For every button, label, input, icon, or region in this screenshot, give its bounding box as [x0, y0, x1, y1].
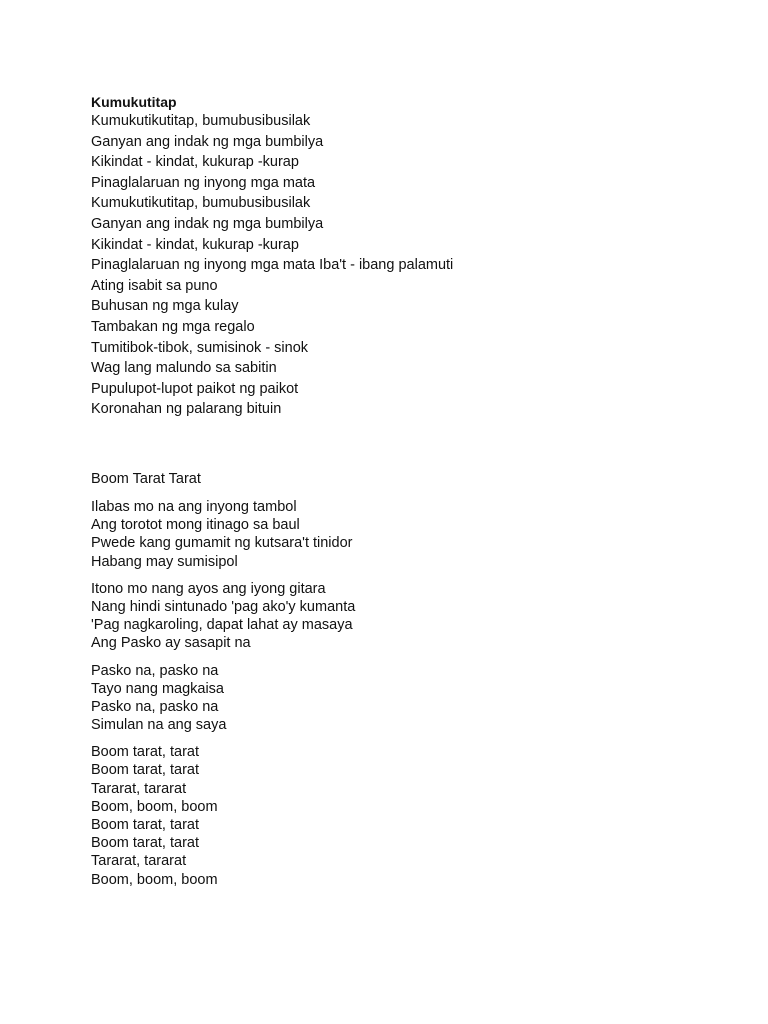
lyric-line: Ilabas mo na ang inyong tambol: [91, 499, 297, 515]
lyric-line: Pupulupot-lupot paikot ng paikot: [91, 380, 299, 397]
lyric-line: Kikindat - kindat, kukurap -kurap: [91, 236, 299, 253]
song-boom-tarat-tarat: [91, 470, 355, 889]
lyric-line: Tambakan ng mga regalo: [91, 318, 255, 335]
lyric-line: Itono mo nang ayos ang iyong gitara: [91, 580, 326, 597]
lyric-line: Kumukutikutitap, bumubusibusilak: [91, 113, 311, 129]
lyric-line: Boom, boom, boom: [91, 871, 218, 888]
lyric-line: Boom tarat, tarat: [91, 817, 199, 833]
stanza: [91, 580, 355, 653]
song-title: Kumukutitap: [91, 94, 177, 110]
lyric-line: Wag lang malundo sa sabitin: [91, 360, 277, 377]
lyric-line: Pinaglalaruan ng inyong mga mata Iba't - ibang palamuti: [91, 257, 454, 274]
lyric-line: Tumitibok-tibok, sumisinok - sinok: [91, 339, 309, 356]
lyric-line: Tayo nang magkaisa: [91, 680, 224, 697]
lyric-line: Ganyan ang indak ng mga bumbilya: [91, 133, 324, 150]
song-title: Boom Tarat Tarat: [91, 471, 201, 487]
lyric-line: Nang hindi sintunado 'pag ako'y kumanta: [91, 598, 356, 615]
lyric-line: Boom tarat, tarat: [91, 835, 199, 852]
lyric-line: Buhusan ng mga kulay: [91, 298, 239, 315]
lyric-line: Pasko na, pasko na: [91, 698, 219, 715]
lyric-line: Kumukutikutitap, bumubusibusilak: [91, 195, 311, 212]
lyric-line: Habang may sumisipol: [91, 553, 238, 570]
lyric-line: Tararat, tararat: [91, 780, 187, 797]
lyric-line: Pinaglalaruan ng inyong mga mata: [91, 174, 316, 191]
lyric-line: Simulan na ang saya: [91, 717, 227, 734]
stanza: [91, 662, 355, 735]
stanza: [91, 498, 355, 571]
lyric-line: Ating isabit sa puno: [91, 277, 218, 294]
lyric-line: Ang torotot mong itinago sa baul: [91, 517, 300, 534]
lyric-line: Kikindat - kindat, kukurap -kurap: [91, 154, 299, 171]
lyric-line: Boom, boom, boom: [91, 798, 218, 815]
document-page: [91, 94, 768, 888]
lyric-line: Boom tarat, tarat: [91, 762, 199, 779]
lyric-line: Boom tarat, tarat: [91, 744, 199, 761]
stanza: [91, 743, 355, 889]
lyric-line: Pasko na, pasko na: [91, 662, 219, 679]
lyric-line: 'Pag nagkaroling, dapat lahat ay masaya: [91, 617, 353, 634]
song-lyrics: [91, 111, 768, 420]
lyric-line: Pwede kang gumamit ng kutsara't tinidor: [91, 535, 353, 552]
lyric-line: Tararat, tararat: [91, 853, 187, 870]
lyric-line: Ang Pasko ay sasapit na: [91, 635, 251, 652]
lyric-line: Koronahan ng palarang bituin: [91, 401, 282, 418]
song-kumukutitap: [91, 94, 768, 420]
lyric-line: Ganyan ang indak ng mga bumbilya: [91, 215, 324, 232]
